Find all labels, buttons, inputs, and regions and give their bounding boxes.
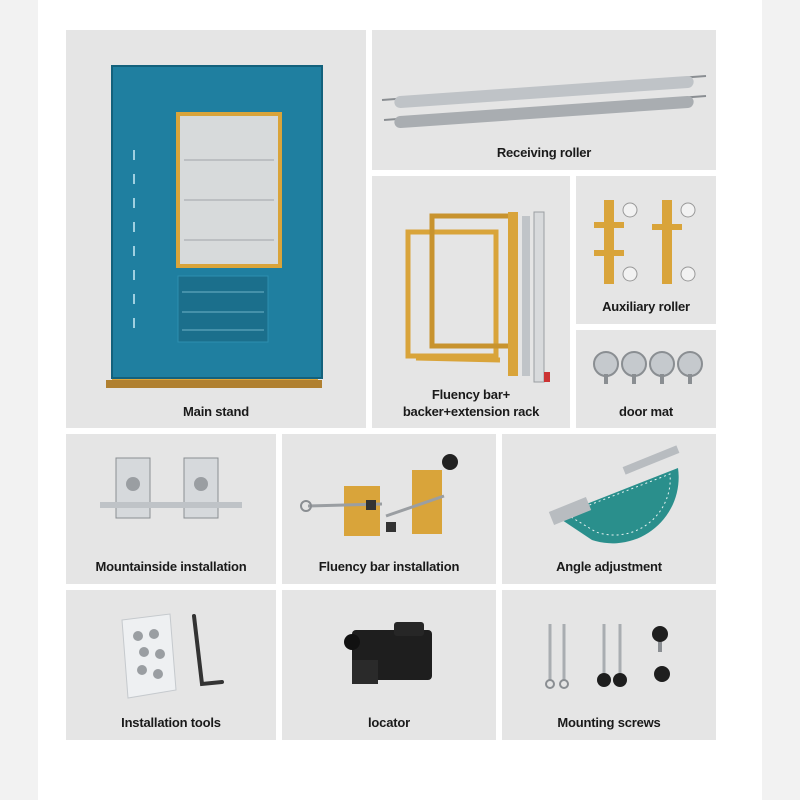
auxiliary-roller-label: Auxiliary roller [602, 299, 690, 314]
panel-fluency-bar [372, 176, 570, 428]
fluency-bar-label-line1: Fluency bar+ [431, 387, 511, 402]
panel-receiving-roller [372, 30, 716, 170]
main-stand-label: Main stand [183, 404, 249, 419]
panel-fluency-bar-installation [282, 434, 496, 584]
panel-mountainside-installation [66, 434, 276, 584]
panel-locator [282, 590, 496, 740]
door-mat-label: door mat [618, 404, 673, 419]
main-stand-image [66, 30, 366, 428]
panel-angle-adjustment [502, 434, 716, 584]
panel-main-stand [66, 30, 366, 428]
panel-door-mat [576, 330, 716, 428]
panel-installation-tools [66, 590, 276, 740]
fluency-bar-label-line2: backer+extension rack [402, 404, 540, 419]
mounting-screws-label: Mounting screws [557, 715, 661, 730]
panel-mounting-screws [502, 590, 716, 740]
fluency-bar-label [372, 386, 570, 420]
fluency-bar-installation-label: Fluency bar installation [318, 559, 460, 574]
panel-auxiliary-roller [576, 176, 716, 324]
receiving-roller-label: Receiving roller [496, 145, 592, 160]
installation-tools-label: Installation tools [121, 715, 221, 730]
locator-label: locator [368, 715, 410, 730]
angle-adjustment-label: Angle adjustment [556, 559, 662, 574]
mountainside-installation-label: Mountainside installation [95, 559, 247, 574]
